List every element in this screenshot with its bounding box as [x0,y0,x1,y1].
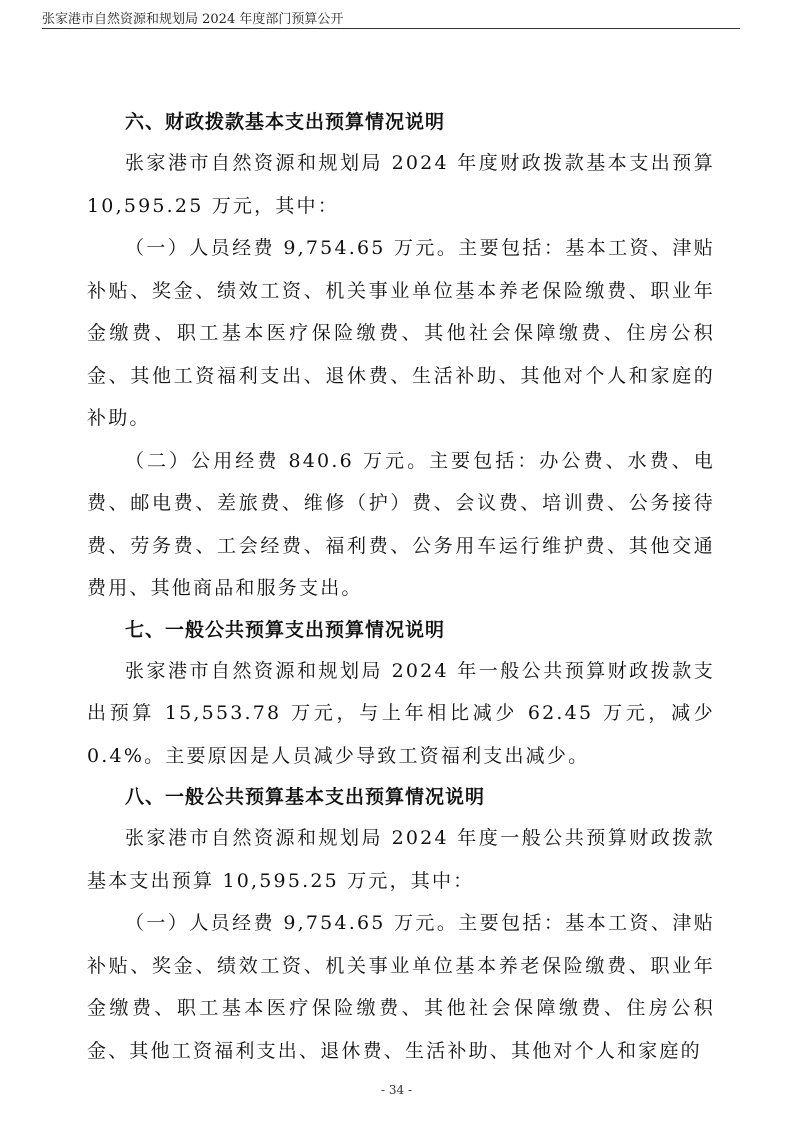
section-heading: 八、一般公共预算基本支出预算情况说明 [125,786,486,808]
header-rule [42,28,740,29]
section-heading: 七、一般公共预算支出预算情况说明 [125,618,446,641]
paragraph: （一）人员经费 9,754.65 万元。主要包括：基本工资、津贴补贴、奖金、绩效工资、机关事业单位基本养老保险缴费、职业年金缴费、职工基本医疗保险缴费、其他社会保障缴费、住房公积金、其他工资福利支出、退休费、生活补助、其他对个人和家庭的 [87,912,715,1062]
paragraph: 张家港市自然资源和规划局 2024 年一般公共预算财政拨款支出预算 15,553.78 万元，与上年相比减少 62.45 万元，减少 0.4%。主要原因是人员减少导致工资福利支出减少。 [87,659,715,767]
paragraph: （二）公用经费 840.6 万元。主要包括：办公费、水费、电费、邮电费、差旅费、维修（护）费、会议费、培训费、公务接待费、劳务费、工会经费、福利费、公务用车运行维护费、其他交通费用、其他商品和服务支出。 [87,449,715,599]
running-header: 张家港市自然资源和规划局 2024 年度部门预算公开 [42,12,344,27]
section-heading: 六、财政拨款基本支出预算情况说明 [125,111,446,133]
paragraph: （一）人员经费 9,754.65 万元。主要包括：基本工资、津贴补贴、奖金、绩效工资、机关事业单位基本养老保险缴费、职业年金缴费、职工基本医疗保险缴费、其他社会保障缴费、住房公积金、其他工资福利支出、退休费、生活补助、其他对个人和家庭的补助。 [87,237,715,429]
page-number: - 34 - [380,1083,412,1097]
section-6 [87,102,715,610]
section-8 [87,777,715,1072]
section-7 [87,610,715,778]
paragraph: 张家港市自然资源和规划局 2024 年度财政拨款基本支出预算 10,595.25 万元，其中： [87,152,715,217]
document-body [87,102,715,1072]
paragraph: 张家港市自然资源和规划局 2024 年度一般公共预算财政拨款基本支出预算 10,595.25 万元，其中： [87,827,715,892]
